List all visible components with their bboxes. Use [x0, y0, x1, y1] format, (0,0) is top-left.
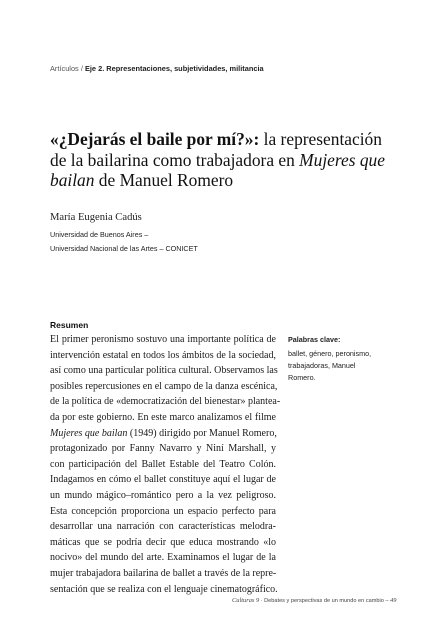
affiliation-1: Universidad de Buenos Aires – — [50, 230, 149, 239]
abstract-line: así como una particular política cultural. Observamos las — [50, 365, 278, 377]
title-part2: de Manuel Romero — [94, 170, 234, 191]
axis-label: Eje 2. Representaciones, subjetividades, militancia — [84, 64, 264, 73]
keywords-line: Romero. — [288, 373, 316, 382]
abstract-line: de la política de «democratización del bienestar» plantea- — [50, 396, 281, 408]
abstract-heading: Resumen — [50, 320, 89, 330]
keywords-line: trabajadoras, Manuel — [288, 361, 356, 370]
title-film: Mujeres que bailan — [50, 149, 385, 191]
page-footer — [232, 597, 396, 604]
abstract-line: intervención estatal en todos los ámbitos de la sociedad, — [50, 349, 276, 361]
footer-text: · Debates y perspectivas de un mundo en cambio – — [259, 598, 391, 604]
section-label: Artículos — [50, 64, 79, 73]
keywords-heading: Palabras clave: — [288, 335, 341, 344]
abstract-line: posibles repercusiones en el campo de la danza escénica, — [50, 380, 278, 392]
film-title-italic: Mujeres que bailan — [50, 427, 128, 439]
header-separator: / — [78, 64, 85, 73]
article-title — [50, 129, 395, 191]
abstract-line: da por este gobierno. En este marco analizamos el filme — [50, 411, 276, 423]
title-part1: la representación de la bailarina como trabajadora en — [50, 129, 382, 170]
title-lead: «¿Dejarás el baile por mí?»: — [50, 129, 260, 149]
keywords-line: ballet, género, peronismo, — [288, 349, 372, 358]
abstract-line: protagonizado por Fanny Navarro y Niní Marshall, y — [50, 443, 276, 455]
abstract-line: El primer peronismo sostuvo una importante política de — [50, 334, 276, 345]
abstract-body — [50, 332, 281, 597]
page-number: 49 — [390, 597, 397, 604]
abstract-line: un mundo mágico–romántico pero a la vez peligroso. — [50, 489, 276, 501]
abstract-line: con participación del Ballet Estable del Teatro Colón. — [50, 458, 276, 470]
abstract-line: Esta concepción proporciona un espacio perfecto para — [50, 505, 276, 517]
abstract-line: nocivo» del mundo del arte. Examinamos el lugar de la — [50, 552, 276, 564]
running-header — [50, 64, 410, 73]
abstract-line: máticas que se podría decir que educa mostrando «lo — [50, 536, 276, 548]
author-name: María Eugenia Cadús — [50, 212, 142, 223]
abstract-line: Indagamos en cómo el ballet constituye aquí el lugar de — [50, 474, 276, 486]
abstract-line: desarrollar una narración con características melodra- — [50, 521, 276, 533]
abstract-line: mujer trabajadora bailarina de ballet a través de la repre- — [50, 567, 277, 579]
affiliation-2: Universidad Nacional de las Artes – CONICET — [50, 244, 198, 253]
abstract-line-rest: (1949) dirigido por Manuel Romero, — [127, 427, 277, 439]
journal-name: Culturas 9 — [232, 597, 260, 604]
keywords-list — [288, 348, 398, 384]
abstract-line — [50, 426, 276, 442]
abstract-line: sentación que se realiza con el lenguaje cinematográfico. — [50, 583, 278, 595]
